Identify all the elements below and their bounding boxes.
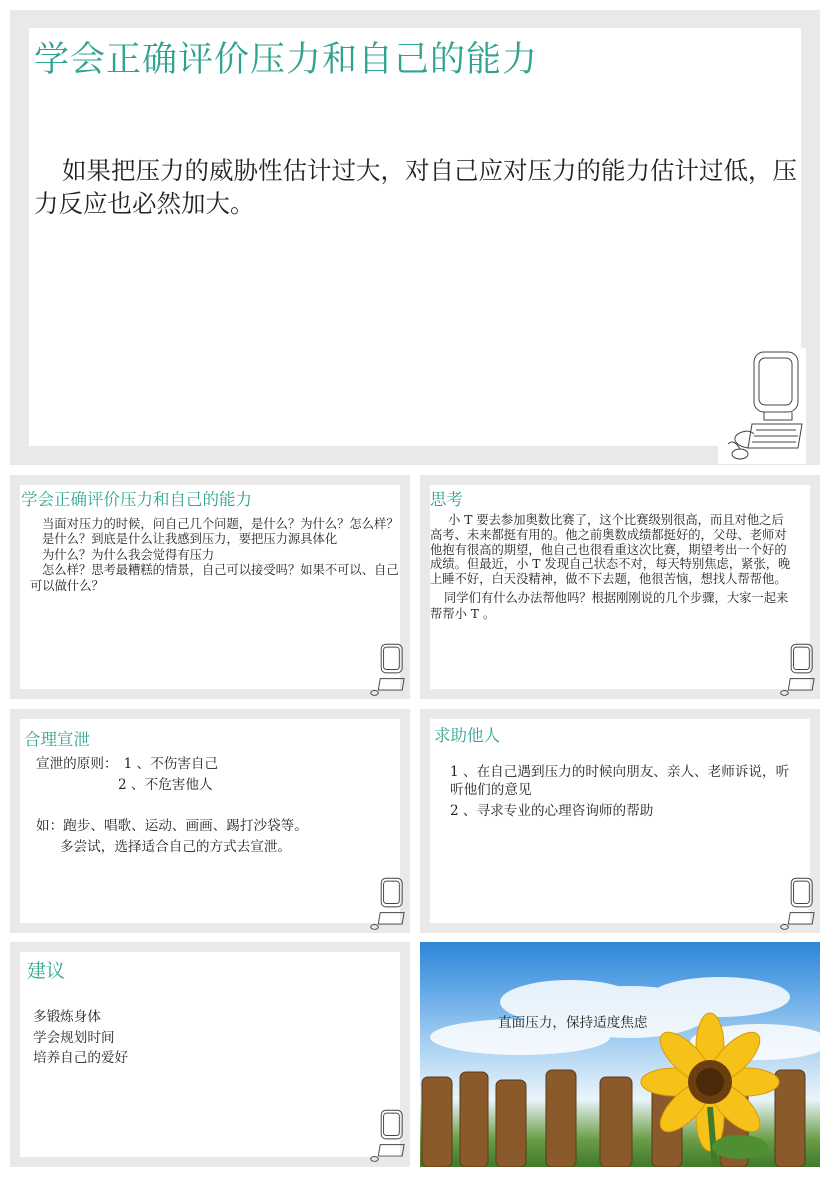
slide-4-body [36, 754, 396, 857]
slide-2-line-1: 当面对压力的时候，问自己几个问题，是什么？为什么？怎么样？ [42, 517, 399, 531]
slide-3-title: 思考 [430, 490, 463, 509]
slide-2-line-3: 为什么？为什么我会觉得有压力 [42, 547, 215, 562]
slide-3-body [430, 513, 794, 622]
slide-2-line-4: 怎么样？思考最糟糕的情景，自己可以接受吗？如果不可以、自己可以做什么？ [30, 563, 399, 593]
computer-sketch-icon [364, 642, 406, 702]
slide-3-para-2: 同学们有什么办法帮他吗？根据刚刚说的几个步骤，大家一起来帮帮小 T 。 [430, 590, 789, 621]
slide-6-body [33, 1007, 333, 1069]
slide-6-item-3: 培养自己的爱好 [33, 1050, 129, 1067]
slide-2-body [30, 517, 400, 594]
principle-2: 2 、不危害他人 [118, 776, 213, 793]
slide-6-item-2: 学会规划时间 [33, 1029, 115, 1046]
computer-sketch-icon [364, 876, 406, 936]
slide-6-title: 建议 [27, 960, 66, 982]
slide-1-body: 如果把压力的威胁性估计过大，对自己应对压力的能力估计过低，压力反应也必然加大。 [34, 156, 797, 218]
computer-sketch-icon [718, 348, 806, 464]
slide-4-advice: 多尝试，选择适合自己的方式去宣泄。 [60, 838, 292, 855]
slide-5-title: 求助他人 [434, 726, 500, 745]
slide-5-item-2: 2 、寻求专业的心理咨询师的帮助 [450, 803, 654, 819]
slide-1-title: 学会正确评价压力和自己的能力 [34, 40, 539, 80]
slide-7-photo [420, 942, 820, 1167]
slide-5-body [450, 764, 800, 822]
slide-6-item-1: 多锻炼身体 [33, 1009, 101, 1025]
computer-sketch-icon [364, 1108, 406, 1168]
slide-5-item-1: 1 、在自己遇到压力的时候向朋友、亲人、老师诉说，听听他们的意见 [450, 764, 790, 798]
computer-sketch-icon [774, 876, 816, 936]
slide-2-title: 学会正确评价压力和自己的能力 [21, 490, 252, 509]
slide-7-caption: 直面压力，保持适度焦虑 [498, 1015, 648, 1031]
principle-label: 宣泄的原则： [36, 756, 118, 772]
computer-sketch-icon [774, 642, 816, 702]
principle-1: 1 、不伤害自己 [123, 756, 219, 772]
slide-4-title: 合理宣泄 [24, 730, 90, 749]
slide-3-para-1: 小 T 要去参加奥数比赛了，这个比赛级别很高，而且对他之后高考、未来都挺有用的。他之前奥数成绩都挺好的，父母、老师对他抱有很高的期望，他自己也很看重这次比赛，期望考出一个好的成绩。但最近，小 T 发现自己状态不对，每天特别焦虑，紧张，晚上睡不好，白天没精神，做不下去题，他很苦恼，想找人帮帮他。 [430, 513, 791, 587]
slide-4-example: 如：跑步、唱歌、运动、画画、踢打沙袋等。 [36, 818, 308, 835]
slide-2-line-2: 是什么？到底是什么让我感到压力，要把压力源具体化 [42, 532, 338, 547]
